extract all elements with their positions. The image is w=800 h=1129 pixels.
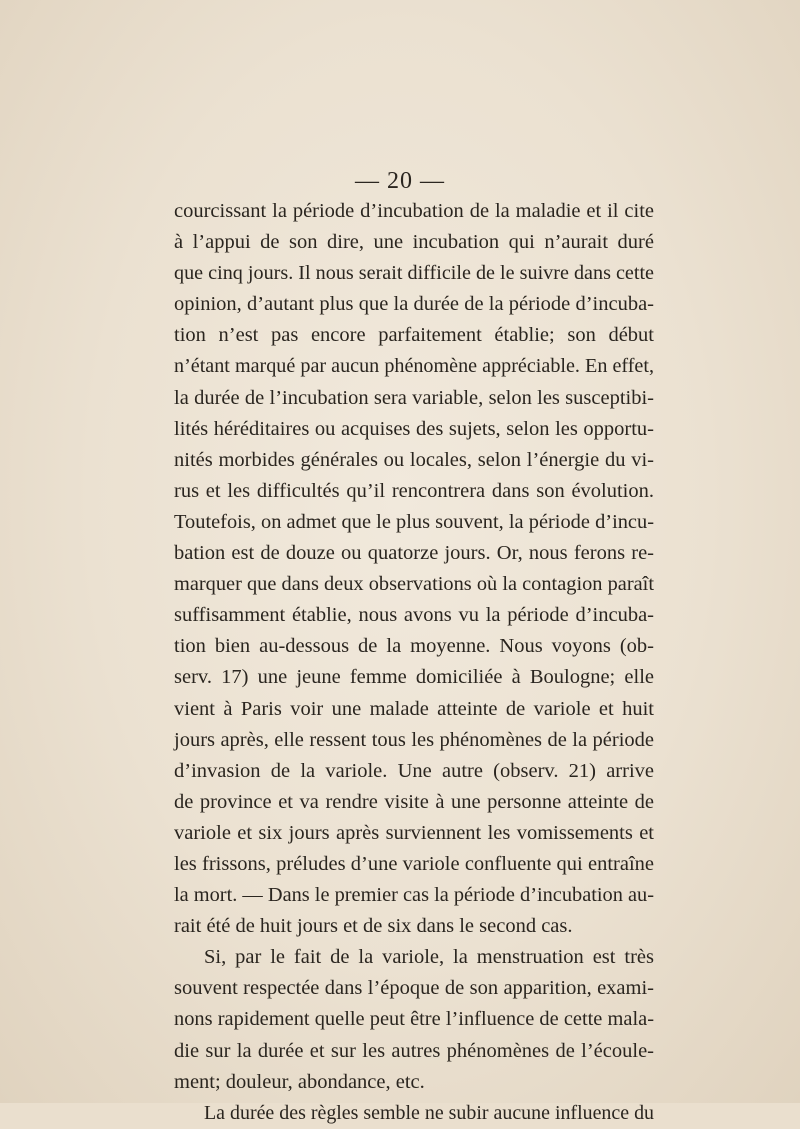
text-line: opinion, d’autant plus que la durée de la période d’incuba-	[174, 293, 654, 316]
text-line: lités héréditaires ou acquises des sujets, selon les opportu-	[174, 417, 654, 440]
page-number: — 20 —	[355, 168, 445, 194]
text-line: marquer que dans deux observations où la contagion paraît	[174, 573, 654, 596]
text-line: d’invasion de la variole. Une autre (observ. 21) arrive	[174, 759, 654, 782]
text-line: la mort. — Dans le premier cas la période d’incubation au-	[174, 884, 654, 907]
text-line: courcissant la période d’incubation de la maladie et il cite	[174, 200, 654, 222]
text-line: Toutefois, on admet que le plus souvent, la période d’incu-	[174, 510, 654, 533]
text-line: tion n’est pas encore parfaitement établie; son début	[174, 324, 654, 347]
text-line: vient à Paris voir une malade atteinte de variole et huit	[174, 697, 654, 720]
text-line: bation est de douze ou quatorze jours. Or, nous ferons re-	[174, 542, 654, 565]
text-line: la durée de l’incubation sera variable, selon les susceptibi-	[174, 386, 654, 409]
body-text	[174, 196, 654, 1129]
text-line: à l’appui de son dire, une incubation qui n’aurait duré	[174, 231, 654, 254]
text-line: souvent respectée dans l’époque de son apparition, exami-	[174, 977, 654, 1000]
text-line: serv. 17) une jeune femme domiciliée à Boulogne; elle	[174, 666, 654, 689]
text-line: les frissons, préludes d’une variole confluente qui entraîne	[174, 852, 654, 875]
text-line: de province et va rendre visite à une personne atteinte de	[174, 790, 654, 813]
text-line: tion bien au-dessous de la moyenne. Nous voyons (ob-	[174, 635, 654, 658]
text-line: rus et les difficultés qu’il rencontrera dans son évolution.	[174, 479, 654, 502]
text-line: jours après, elle ressent tous les phénomènes de la période	[174, 728, 654, 751]
text-line: n’étant marqué par aucun phénomène appréciable. En effet,	[174, 355, 654, 378]
text-line: nons rapidement quelle peut être l’influence de cette mala-	[174, 1008, 654, 1031]
text-line: Si, par le fait de la variole, la menstruation est très	[204, 946, 654, 969]
text-line: suffisamment établie, nous avons vu la période d’incuba-	[174, 604, 654, 627]
text-line: variole et six jours après surviennent les vomissements et	[174, 821, 654, 844]
text-line: que cinq jours. Il nous serait difficile de le suivre dans cette	[174, 262, 654, 285]
text-line: ment; douleur, abondance, etc.	[174, 1070, 425, 1093]
text-line: nités morbides générales ou locales, selon l’énergie du vi-	[174, 448, 654, 471]
text-line: die sur la durée et sur les autres phénomènes de l’écoule-	[174, 1039, 654, 1062]
text-line: La durée des règles semble ne subir aucune influence du	[204, 1101, 654, 1124]
text-line: rait été de huit jours et de six dans le second cas.	[174, 915, 573, 938]
